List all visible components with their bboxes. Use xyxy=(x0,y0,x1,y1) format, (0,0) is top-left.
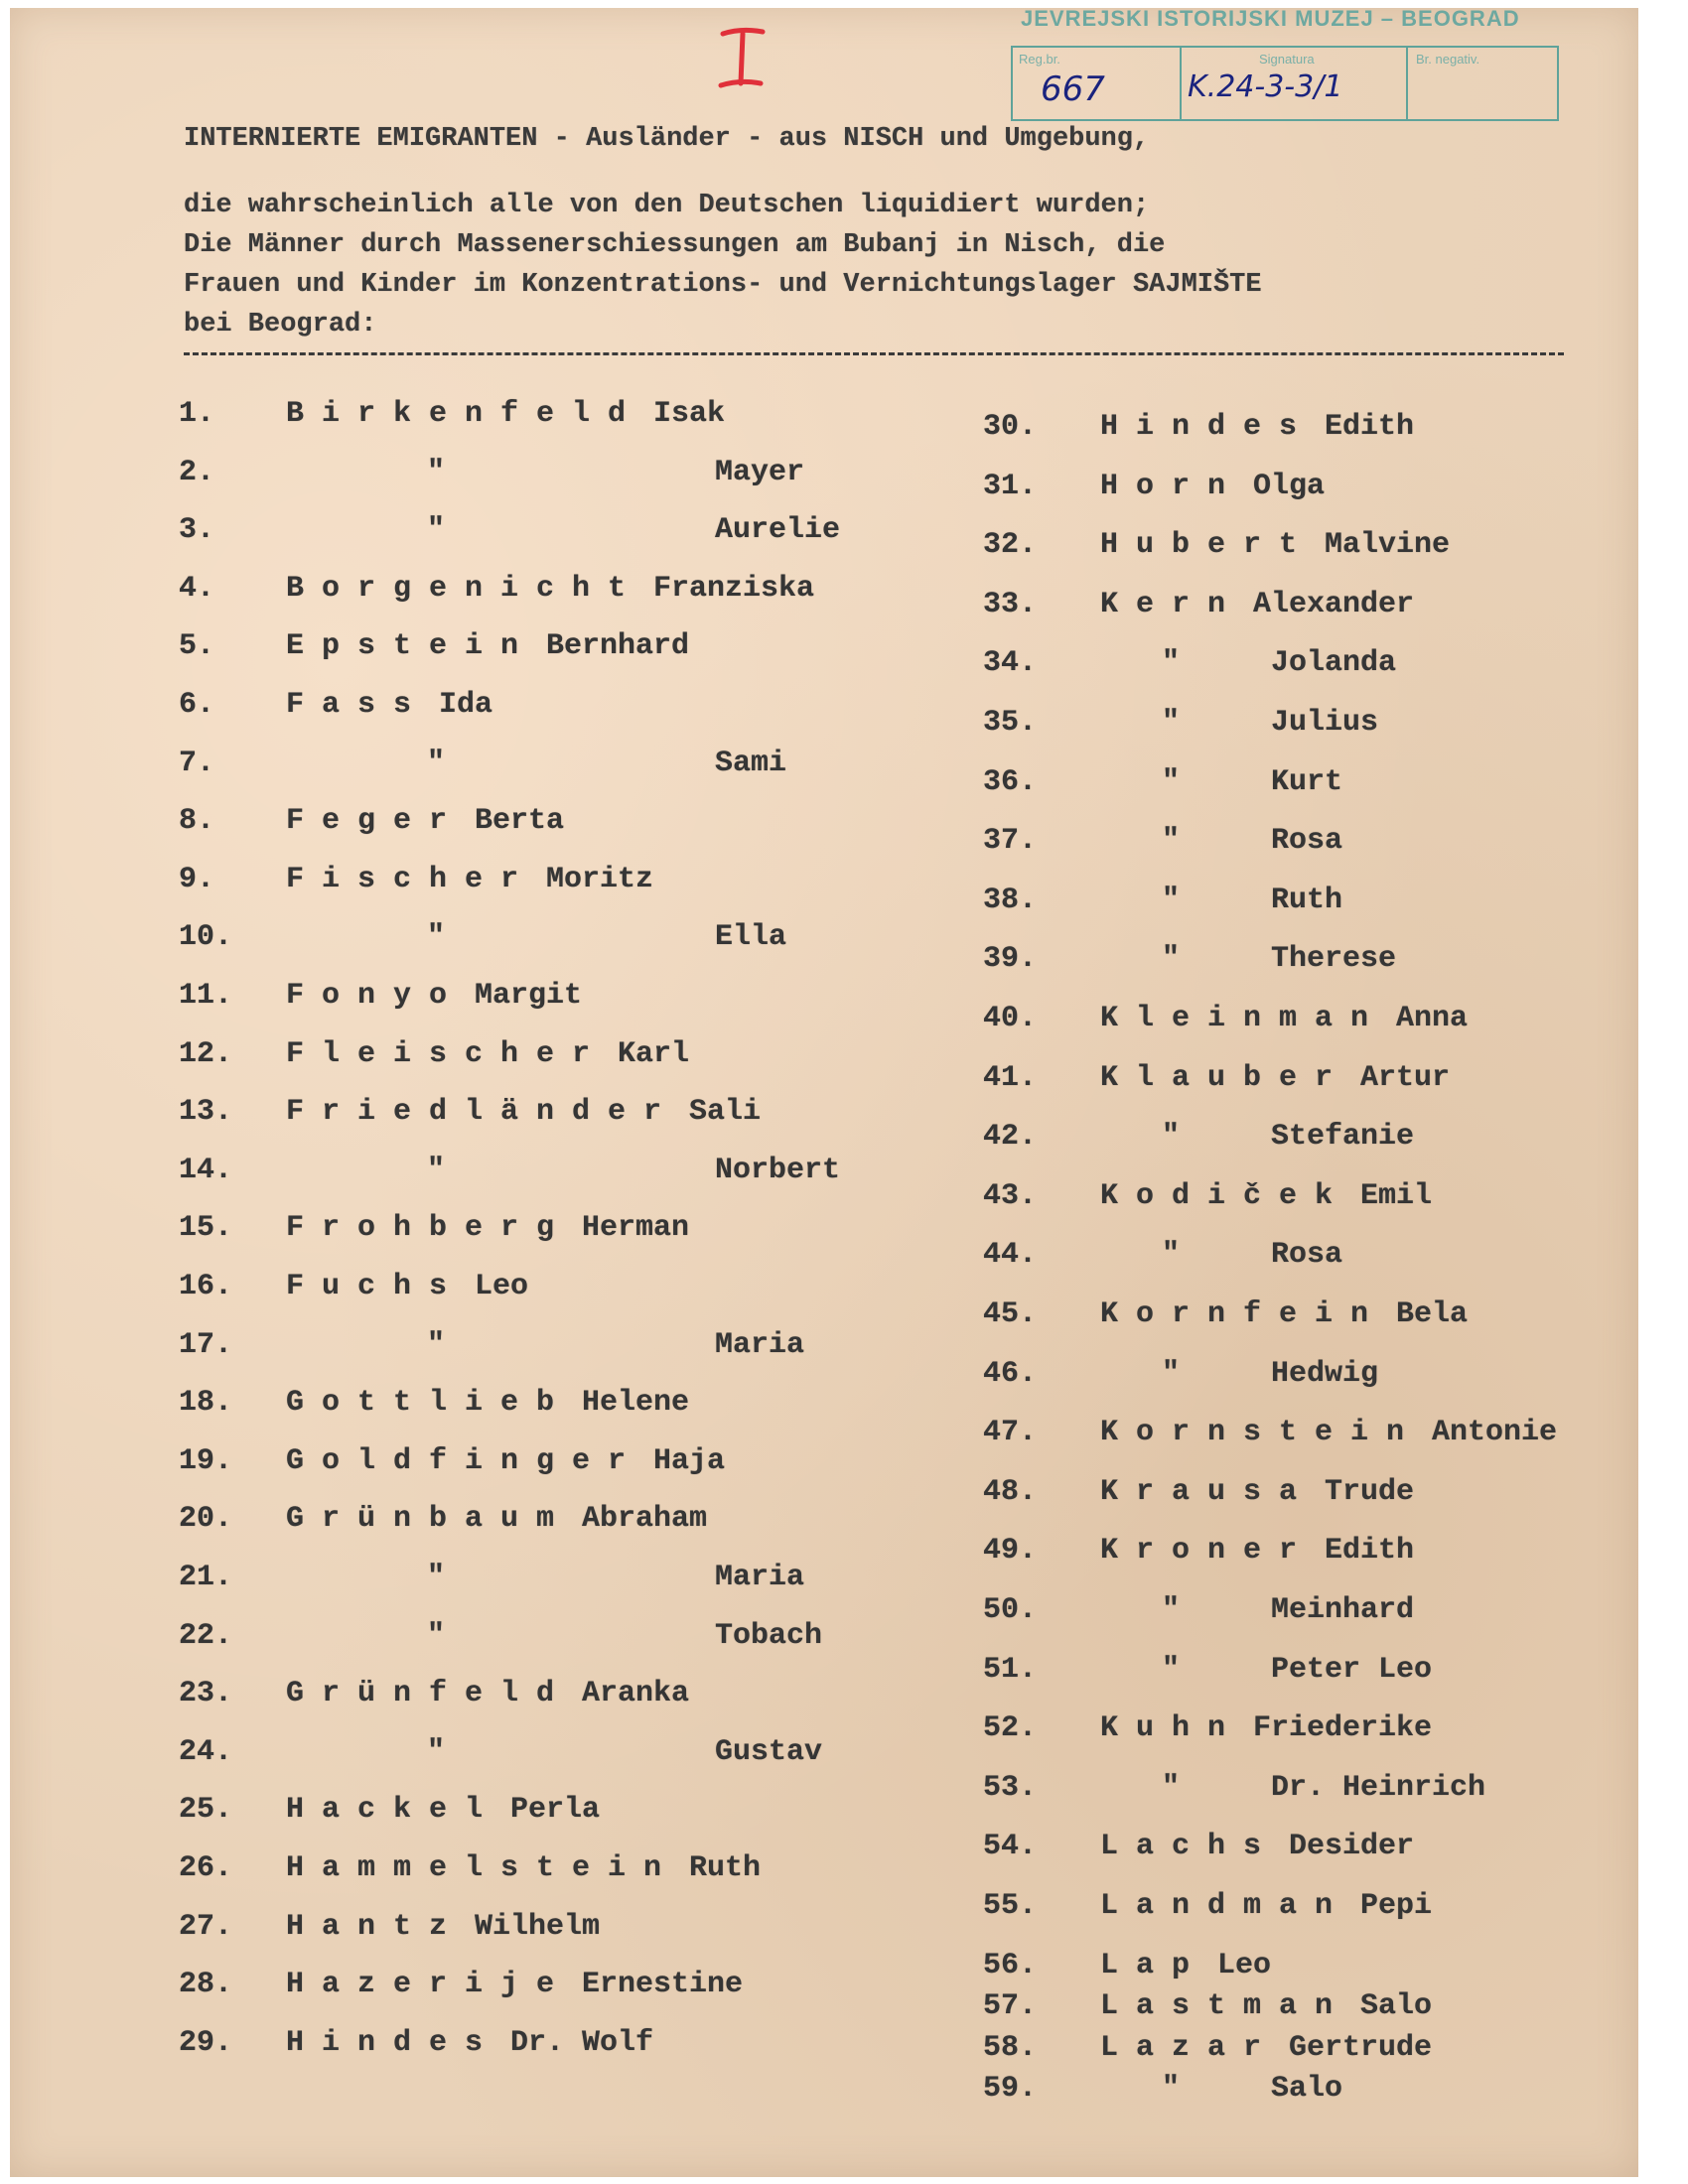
entry-number: 27. xyxy=(179,1909,233,1944)
entry-number: 17. xyxy=(179,1327,233,1362)
surname: Frohberg xyxy=(286,1211,573,1246)
surname: Borgenicht xyxy=(286,571,644,606)
heading-line-3: Die Männer durch Massenerschiessungen am Bubanj in Nisch, die xyxy=(184,230,1166,260)
given-name: Trude xyxy=(1325,1474,1415,1509)
entry-number: 56. xyxy=(983,1948,1038,1982)
entry-number: 52. xyxy=(983,1711,1038,1746)
dashed-rule xyxy=(184,352,1564,355)
given-name: Maria xyxy=(715,1561,805,1594)
surname: Kroner xyxy=(1100,1534,1316,1569)
given-name: Abraham xyxy=(582,1502,708,1537)
surname: Grünfeld xyxy=(286,1677,573,1711)
entry-number: 31. xyxy=(983,469,1038,503)
given-name: Kurt xyxy=(1271,764,1343,799)
surname: Grünbaum xyxy=(286,1502,573,1537)
entry-number: 59. xyxy=(983,2072,1038,2107)
given-name: Wilhelm xyxy=(475,1909,601,1944)
stamp-label-negative: Br. negativ. xyxy=(1416,52,1480,67)
ditto-mark: " xyxy=(427,455,464,489)
entry-number: 20. xyxy=(179,1502,233,1537)
given-name: Edith xyxy=(1325,410,1415,444)
given-name: Ella xyxy=(715,920,787,955)
given-name: Dr. Heinrich xyxy=(1271,1770,1486,1805)
given-name: Maria xyxy=(715,1327,805,1362)
surname: Fass xyxy=(286,688,430,722)
given-name: Therese xyxy=(1271,942,1397,977)
entry-number: 57. xyxy=(983,1989,1038,2024)
given-name: Norbert xyxy=(715,1153,841,1187)
entry-number: 24. xyxy=(179,1734,233,1769)
stamp-label-reg: Reg.br. xyxy=(1019,52,1060,67)
given-name: Helene xyxy=(582,1386,690,1421)
surname: Klauber xyxy=(1100,1060,1351,1095)
given-name: Ernestine xyxy=(582,1968,744,2002)
surname: Hammelstein xyxy=(286,1851,680,1885)
given-name: Haja xyxy=(653,1443,726,1478)
surname: Hazerije xyxy=(286,1968,573,2002)
page-mark-roman-numeral xyxy=(717,24,767,93)
ditto-mark: " xyxy=(1162,1120,1198,1155)
surname: Epstein xyxy=(286,629,537,664)
given-name: Malvine xyxy=(1325,528,1451,563)
ditto-mark: " xyxy=(427,1561,464,1594)
given-name: Bernhard xyxy=(546,629,690,664)
given-name: Sali xyxy=(689,1095,762,1130)
given-name: Gustav xyxy=(715,1734,823,1769)
surname: Feger xyxy=(286,804,466,839)
surname: Hindes xyxy=(1100,410,1316,444)
entry-number: 6. xyxy=(179,688,215,722)
given-name: Emil xyxy=(1360,1178,1433,1213)
surname: Kornfein xyxy=(1100,1297,1387,1331)
given-name: Anna xyxy=(1396,1002,1469,1035)
entry-number: 19. xyxy=(179,1443,233,1478)
entry-number: 50. xyxy=(983,1593,1038,1627)
ditto-mark: " xyxy=(427,1618,464,1653)
surname: Kodiček xyxy=(1100,1178,1351,1213)
ditto-mark: " xyxy=(1162,646,1198,681)
entry-number: 35. xyxy=(983,706,1038,740)
surname: Hantz xyxy=(286,1909,466,1944)
entry-number: 26. xyxy=(179,1851,233,1885)
surname: Fonyo xyxy=(286,979,466,1013)
given-name: Edith xyxy=(1325,1534,1415,1569)
given-name: Stefanie xyxy=(1271,1120,1415,1155)
given-name: Ruth xyxy=(689,1851,762,1885)
ditto-mark: " xyxy=(1162,706,1198,740)
surname: Lap xyxy=(1100,1948,1208,1982)
entry-number: 38. xyxy=(983,883,1038,917)
entry-number: 21. xyxy=(179,1561,233,1594)
entry-number: 53. xyxy=(983,1770,1038,1805)
scan-margin xyxy=(1638,0,1688,2184)
surname: Fleischer xyxy=(286,1036,609,1071)
surname: Fischer xyxy=(286,862,537,896)
entry-number: 43. xyxy=(983,1178,1038,1213)
given-name: Franziska xyxy=(653,571,815,606)
entry-number: 16. xyxy=(179,1270,233,1303)
given-name: Isak xyxy=(653,397,726,431)
surname: Landman xyxy=(1100,1889,1351,1923)
entry-number: 12. xyxy=(179,1036,233,1071)
given-name: Ruth xyxy=(1271,883,1343,917)
given-name: Peter Leo xyxy=(1271,1652,1433,1687)
entry-number: 46. xyxy=(983,1356,1038,1391)
surname: Horn xyxy=(1100,469,1244,503)
entry-number: 14. xyxy=(179,1153,233,1187)
archive-stamp xyxy=(1011,46,1559,121)
surname: Lazar xyxy=(1100,2030,1280,2065)
entry-number: 36. xyxy=(983,764,1038,799)
ditto-mark: " xyxy=(1162,883,1198,917)
stamp-header: JEVREJSKI ISTORIJSKI MUZEJ – BEOGRAD xyxy=(1021,6,1520,31)
surname: Hindes xyxy=(286,2025,501,2060)
entry-number: 3. xyxy=(179,513,215,548)
entry-number: 23. xyxy=(179,1677,233,1711)
entry-number: 44. xyxy=(983,1238,1038,1273)
entry-number: 4. xyxy=(179,571,215,606)
stamp-signature: K.24-3-3/1 xyxy=(1188,69,1343,104)
given-name: Rosa xyxy=(1271,1238,1343,1273)
surname: Kuhn xyxy=(1100,1711,1244,1746)
stamp-label-signature: Signatura xyxy=(1259,52,1315,67)
ditto-mark: " xyxy=(1162,1652,1198,1687)
given-name: Jolanda xyxy=(1271,646,1397,681)
ditto-mark: " xyxy=(427,920,464,955)
given-name: Moritz xyxy=(546,862,654,896)
entry-number: 55. xyxy=(983,1889,1038,1923)
given-name: Julius xyxy=(1271,706,1379,740)
entry-number: 48. xyxy=(983,1474,1038,1509)
given-name: Berta xyxy=(475,804,565,839)
ditto-mark: " xyxy=(1162,764,1198,799)
given-name: Salo xyxy=(1271,2072,1343,2107)
stamp-cell-reg xyxy=(1013,48,1182,119)
entry-number: 7. xyxy=(179,746,215,780)
given-name: Tobach xyxy=(715,1618,823,1653)
entry-number: 2. xyxy=(179,455,215,489)
ditto-mark: " xyxy=(427,1734,464,1769)
given-name: Sami xyxy=(715,746,787,780)
entry-number: 54. xyxy=(983,1830,1038,1864)
ditto-mark: " xyxy=(1162,942,1198,977)
ditto-mark: " xyxy=(1162,1356,1198,1391)
heading-line-2: die wahrscheinlich alle von den Deutschen liquidiert wurden; xyxy=(184,191,1150,220)
entry-number: 42. xyxy=(983,1120,1038,1155)
surname: Hubert xyxy=(1100,528,1316,563)
given-name: Karl xyxy=(618,1036,690,1071)
ditto-mark: " xyxy=(1162,2072,1198,2107)
entry-number: 58. xyxy=(983,2030,1038,2065)
given-name: Ida xyxy=(439,688,493,722)
given-name: Hedwig xyxy=(1271,1356,1379,1391)
surname: Fuchs xyxy=(286,1270,466,1303)
stamp-cell-negative xyxy=(1406,48,1555,119)
entry-number: 11. xyxy=(179,979,233,1013)
surname: Friedländer xyxy=(286,1095,680,1130)
given-name: Mayer xyxy=(715,455,805,489)
entry-number: 10. xyxy=(179,920,233,955)
given-name: Perla xyxy=(510,1793,601,1828)
surname: Kern xyxy=(1100,587,1244,621)
entry-number: 28. xyxy=(179,1968,233,2002)
ditto-mark: " xyxy=(427,513,464,548)
surname: Lastman xyxy=(1100,1989,1351,2024)
given-name: Alexander xyxy=(1253,587,1415,621)
given-name: Margit xyxy=(475,979,583,1013)
entry-number: 33. xyxy=(983,587,1038,621)
entry-number: 41. xyxy=(983,1060,1038,1095)
given-name: Artur xyxy=(1360,1060,1451,1095)
given-name: Dr. Wolf xyxy=(510,2025,654,2060)
entry-number: 29. xyxy=(179,2025,233,2060)
entry-number: 9. xyxy=(179,862,215,896)
heading-line-4: Frauen und Kinder im Konzentrations- und Vernichtungslager SAJMIŠTE xyxy=(184,270,1262,300)
given-name: Leo xyxy=(475,1270,529,1303)
entry-number: 45. xyxy=(983,1297,1038,1331)
entry-number: 32. xyxy=(983,528,1038,563)
given-name: Bela xyxy=(1396,1297,1469,1331)
entry-number: 13. xyxy=(179,1095,233,1130)
surname: Lachs xyxy=(1100,1830,1280,1864)
surname: Hackel xyxy=(286,1793,501,1828)
stamp-cell-signature xyxy=(1180,48,1408,119)
heading-line-1: INTERNIERTE EMIGRANTEN - Ausländer - aus NISCH und Umgebung, xyxy=(184,124,1150,154)
surname: Kleinman xyxy=(1100,1002,1387,1035)
surname: Gottlieb xyxy=(286,1386,573,1421)
surname: Goldfinger xyxy=(286,1443,644,1478)
entry-number: 1. xyxy=(179,397,215,431)
given-name: Friederike xyxy=(1253,1711,1433,1746)
entry-number: 5. xyxy=(179,629,215,664)
given-name: Salo xyxy=(1360,1989,1433,2024)
given-name: Rosa xyxy=(1271,824,1343,859)
surname: Krausa xyxy=(1100,1474,1316,1509)
entry-number: 34. xyxy=(983,646,1038,681)
ditto-mark: " xyxy=(427,746,464,780)
ditto-mark: " xyxy=(1162,1238,1198,1273)
given-name: Gertrude xyxy=(1289,2030,1433,2065)
ditto-mark: " xyxy=(1162,1593,1198,1627)
stamp-reg-number: 667 xyxy=(1041,69,1105,109)
ditto-mark: " xyxy=(427,1327,464,1362)
entry-number: 39. xyxy=(983,942,1038,977)
entry-number: 22. xyxy=(179,1618,233,1653)
entry-number: 25. xyxy=(179,1793,233,1828)
given-name: Leo xyxy=(1217,1948,1272,1982)
ditto-mark: " xyxy=(427,1153,464,1187)
given-name: Aurelie xyxy=(715,513,841,548)
given-name: Antonie xyxy=(1432,1416,1558,1450)
surname: Kornstein xyxy=(1100,1416,1423,1450)
given-name: Olga xyxy=(1253,469,1326,503)
given-name: Pepi xyxy=(1360,1889,1433,1923)
entry-number: 8. xyxy=(179,804,215,839)
entry-number: 15. xyxy=(179,1211,233,1246)
entry-number: 18. xyxy=(179,1386,233,1421)
surname: Birkenfeld xyxy=(286,397,644,431)
entry-number: 49. xyxy=(983,1534,1038,1569)
entry-number: 51. xyxy=(983,1652,1038,1687)
ditto-mark: " xyxy=(1162,824,1198,859)
given-name: Desider xyxy=(1289,1830,1415,1864)
entry-number: 40. xyxy=(983,1002,1038,1035)
given-name: Meinhard xyxy=(1271,1593,1415,1627)
given-name: Herman xyxy=(582,1211,690,1246)
entry-number: 30. xyxy=(983,410,1038,444)
ditto-mark: " xyxy=(1162,1770,1198,1805)
entry-number: 47. xyxy=(983,1416,1038,1450)
given-name: Aranka xyxy=(582,1677,690,1711)
entry-number: 37. xyxy=(983,824,1038,859)
heading-line-5: bei Beograd: xyxy=(184,310,377,340)
